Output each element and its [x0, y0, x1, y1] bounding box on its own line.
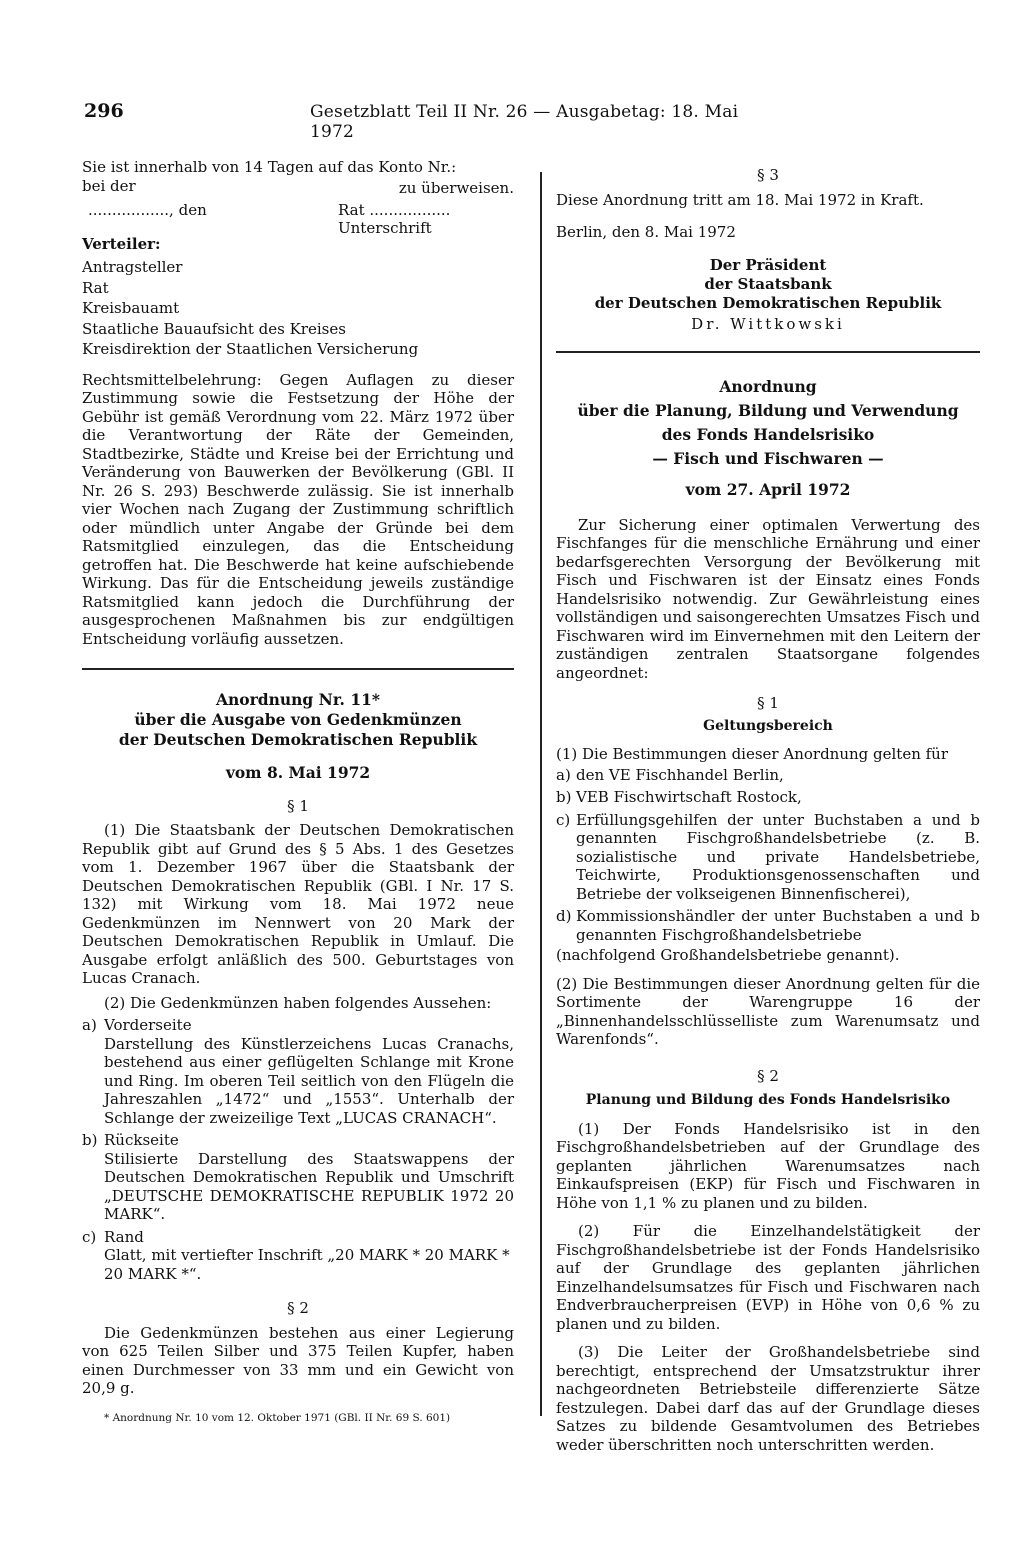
list-label: b): [82, 1131, 98, 1149]
paragraph: (2) Die Bestimmungen dieser Anordnung gelten für die Sortimente der Warengruppe 16 der „Binnenhandelsschlüsselliste zum Warenumsatz und Warenfonds“.: [556, 974, 980, 1048]
section-mark: § 2: [757, 1066, 779, 1085]
scope-list: [556, 766, 980, 945]
ord11-date: vom 8. Mai 1972: [225, 763, 371, 782]
unterschrift-label: Unterschrift: [338, 218, 432, 237]
rechtsmittel-text: Rechtsmittelbelehrung: Gegen Auflagen zu dieser Zustimmung sowie die Festsetzung der Höhe der Gebühr ist gemäß Verordnung vom 22. März 1972 über die Verantwortung der Räte der Gemeinden, Stadtbezirke, Städte und Kreise bei der Errichtung und Veränderung von Bauwerken der Bevölkerung (GBl. II Nr. 26 S. 293) Beschwerde zulässig. Sie ist innerhalb vier Wochen nach Zugang der Zustimmung schriftlich oder mündlich unter Angabe der Gründe bei dem Ratsmitglied einzulegen, das die Entscheidung getroffen hat. Die Beschwerde hat keine aufschiebende Wirkung. Das für die Entscheidung jeweils zuständige Ratsmitglied kann jedoch die Durchführung der ausgesprochenen Maßnahmen bis zur endgültigen Entscheidung vorläufig aussetzen.: [82, 370, 514, 648]
right-column: [556, 166, 980, 1454]
verteiler-item: Kreisdirektion der Staatlichen Versicherung: [82, 340, 419, 358]
signature-name: Dr. Wittkowski: [691, 314, 845, 333]
list-label: a): [82, 1016, 97, 1034]
paragraph: (nachfolgend Großhandelsbetriebe genannt).: [556, 946, 900, 964]
ord11-title-line: Anordnung Nr. 11*: [215, 690, 381, 709]
konto-line: Sie ist innerhalb von 14 Tagen auf das Konto Nr.:: [82, 158, 457, 176]
ord11-title-line: der Deutschen Demokratischen Republik: [118, 730, 478, 749]
section-divider: [82, 668, 514, 670]
verteiler-item: Rat: [82, 278, 109, 297]
list-text: Darstellung des Künstlerzeichens Lucas Cranachs, bestehend aus einer geflügelten Schlange mit Krone und Ring. Im oberen Teil seitlich von den Flügeln die Jahreszahlen „1472“ und „1553“. Unterhalb der Schlange der zweizeilige Text „LUCAS CRANACH“.: [104, 1034, 514, 1127]
list-label: a): [556, 765, 571, 784]
section-mark: § 1: [757, 694, 779, 712]
paragraph: Die Gedenkmünzen bestehen aus einer Legierung von 625 Teilen Silber und 375 Teilen Kupfer, haben einen Durchmesser von 33 mm und ein Gewicht von 20,9 g.: [82, 1323, 514, 1397]
ord-date: vom 27. April 1972: [685, 480, 851, 499]
list-item: [556, 766, 980, 785]
paragraph: Diese Anordnung tritt am 18. Mai 1972 in Kraft.: [556, 190, 924, 209]
signature-line: der Deutschen Demokratischen Republik: [594, 293, 942, 312]
ord-title-line: — Fisch und Fischwaren —: [652, 449, 884, 468]
section-head: Planung und Bildung des Fonds Handelsrisiko: [585, 1092, 951, 1108]
list-item: [82, 1131, 514, 1224]
list-item: [556, 907, 980, 944]
list-text: Glatt, mit vertiefter Inschrift „20 MARK * 20 MARK * 20 MARK *“.: [104, 1246, 510, 1283]
list-item: [82, 1016, 514, 1127]
paragraph: (2) Die Gedenkmünzen haben folgendes Aussehen:: [104, 993, 492, 1012]
paragraph: (2) Für die Einzelhandelstätigkeit der Fischgroßhandelsbetriebe ist der Fonds Handelsrisiko auf der Grundlage des geplanten jährlichen Einzelhandelsumsatzes für Fisch und Fischwaren nach Endverbraucherpreisen (EVP) in Höhe von 0,6 % zu planen und zu bilden.: [556, 1222, 980, 1333]
list-label: b): [556, 788, 572, 806]
list-item: [82, 1228, 514, 1284]
verteiler-item: Kreisbauamt: [82, 299, 180, 317]
list-label: c): [556, 810, 571, 829]
list-head: Vorderseite: [104, 1016, 192, 1034]
verteiler-item: Antragsteller: [82, 258, 183, 276]
ord-title-line: Anordnung: [719, 377, 817, 396]
page-header: [84, 100, 784, 142]
signature-line: der Staatsbank: [704, 274, 832, 293]
section-mark: § 2: [287, 1299, 309, 1317]
design-list: [82, 1016, 514, 1283]
ord-title: [556, 375, 980, 471]
bei-der: bei der: [82, 176, 136, 195]
left-column: [82, 158, 514, 1425]
preamble: Zur Sicherung einer optimalen Verwertung des Fischfanges für die menschliche Ernährung und einer bedarfsgerechten Versorgung der Bevölkerung mit Fisch und Fischwaren ist der Einsatz eines Fonds Handelsrisiko notwendig. Zur Gewährleistung eines vollständigen und saisongerechten Umsatzes Fisch und Fischwaren wird im Einvernehmen mit den Leitern der zuständigen zentralen Staatsorgane folgendes angeordnet:: [556, 515, 980, 682]
page-number: 296: [84, 100, 124, 122]
rat-line: Rat .................: [338, 200, 451, 219]
section-mark: § 3: [757, 166, 779, 184]
ord11-title-line: über die Ausgabe von Gedenkmünzen: [134, 710, 462, 729]
verteiler-item: Staatliche Bauaufsicht des Kreises: [82, 319, 346, 338]
place-date: Berlin, den 8. Mai 1972: [556, 223, 736, 241]
column-divider: [540, 172, 542, 1416]
list-head: Rand: [104, 1227, 144, 1246]
header-title: Gesetzblatt Teil II Nr. 26 — Ausgabetag: 18. Mai 1972: [310, 102, 739, 142]
ueberweisen: zu überweisen.: [398, 178, 514, 197]
signature-block: [556, 256, 980, 313]
list-item: [556, 811, 980, 904]
ord-title-line: des Fonds Handelsrisiko: [661, 425, 875, 444]
verteiler-title: Verteiler:: [82, 234, 161, 253]
list-text: Kommissionshändler der unter Buchstaben a und b genannten Fischgroßhandelsbetriebe: [576, 907, 980, 944]
list-text: Erfüllungsgehilfen der unter Buchstaben a und b genannten Fischgroßhandelsbetriebe (z. B. sozialistische und private Handelsbetriebe, Teichwirte, Produktionsgenossenschaften und Betriebe der volkseigenen Binnenfischerei),: [576, 810, 980, 903]
section-mark: § 1: [287, 796, 309, 815]
signature-line: Der Präsident: [709, 255, 827, 274]
list-text: den VE Fischhandel Berlin,: [576, 765, 784, 784]
ord-title-line: über die Planung, Bildung und Verwendung: [577, 401, 959, 420]
paragraph: (1) Der Fonds Handelsrisiko ist in den Fischgroßhandelsbetrieben auf der Grundlage des geplanten jährlichen Warenumsatzes nach Einkaufspreisen (EKP) für Fisch und Fischwaren in Höhe von 1,1 % zu planen und zu bilden.: [556, 1119, 980, 1212]
list-text: Stilisierte Darstellung des Staatswappens der Deutschen Demokratischen Republik und Umschrift „DEUTSCHE DEMOKRATISCHE REPUBLIK 1972 20 MARK“.: [104, 1149, 514, 1223]
list-item: [556, 788, 980, 807]
ord11-title: [82, 690, 514, 750]
section-divider: [556, 351, 980, 353]
footnote: * Anordnung Nr. 10 vom 12. Oktober 1971 (GBl. II Nr. 69 S. 601): [104, 1411, 451, 1424]
paragraph: (1) Die Bestimmungen dieser Anordnung gelten für: [556, 745, 949, 763]
list-text: VEB Fischwirtschaft Rostock,: [576, 788, 802, 806]
paragraph: (1) Die Staatsbank der Deutschen Demokratischen Republik gibt auf Grund des § 5 Abs. 1 des Gesetzes vom 1. Dezember 1967 über die Staatsbank der Deutschen Demokratischen Republik (GBl. I Nr. 17 S. 132) mit Wirkung vom 18. Mai 1972 neue Gedenkmünzen im Nennwert von 20 Mark der Deutschen Demokratischen Republik in Umlauf. Die Ausgabe erfolgt anläßlich des 500. Geburtstages von Lucas Cranach.: [82, 821, 514, 987]
section-head: Geltungsbereich: [703, 717, 833, 734]
list-label: c): [82, 1227, 97, 1246]
paragraph: (3) Die Leiter der Großhandelsbetriebe sind berechtigt, entsprechend der Umsatzstruktur ihrer nachgeordneten Betriebsteile differenzierte Sätze festzulegen. Dabei darf das auf der Grundlage dieses Satzes zu bildende Gesamtvolumen des Betriebes weder überschritten noch unterschritten werden.: [556, 1343, 980, 1454]
den-line: ................., den: [88, 200, 207, 219]
list-label: d): [556, 907, 572, 925]
verteiler-list: [82, 257, 514, 360]
list-head: Rückseite: [104, 1131, 179, 1149]
